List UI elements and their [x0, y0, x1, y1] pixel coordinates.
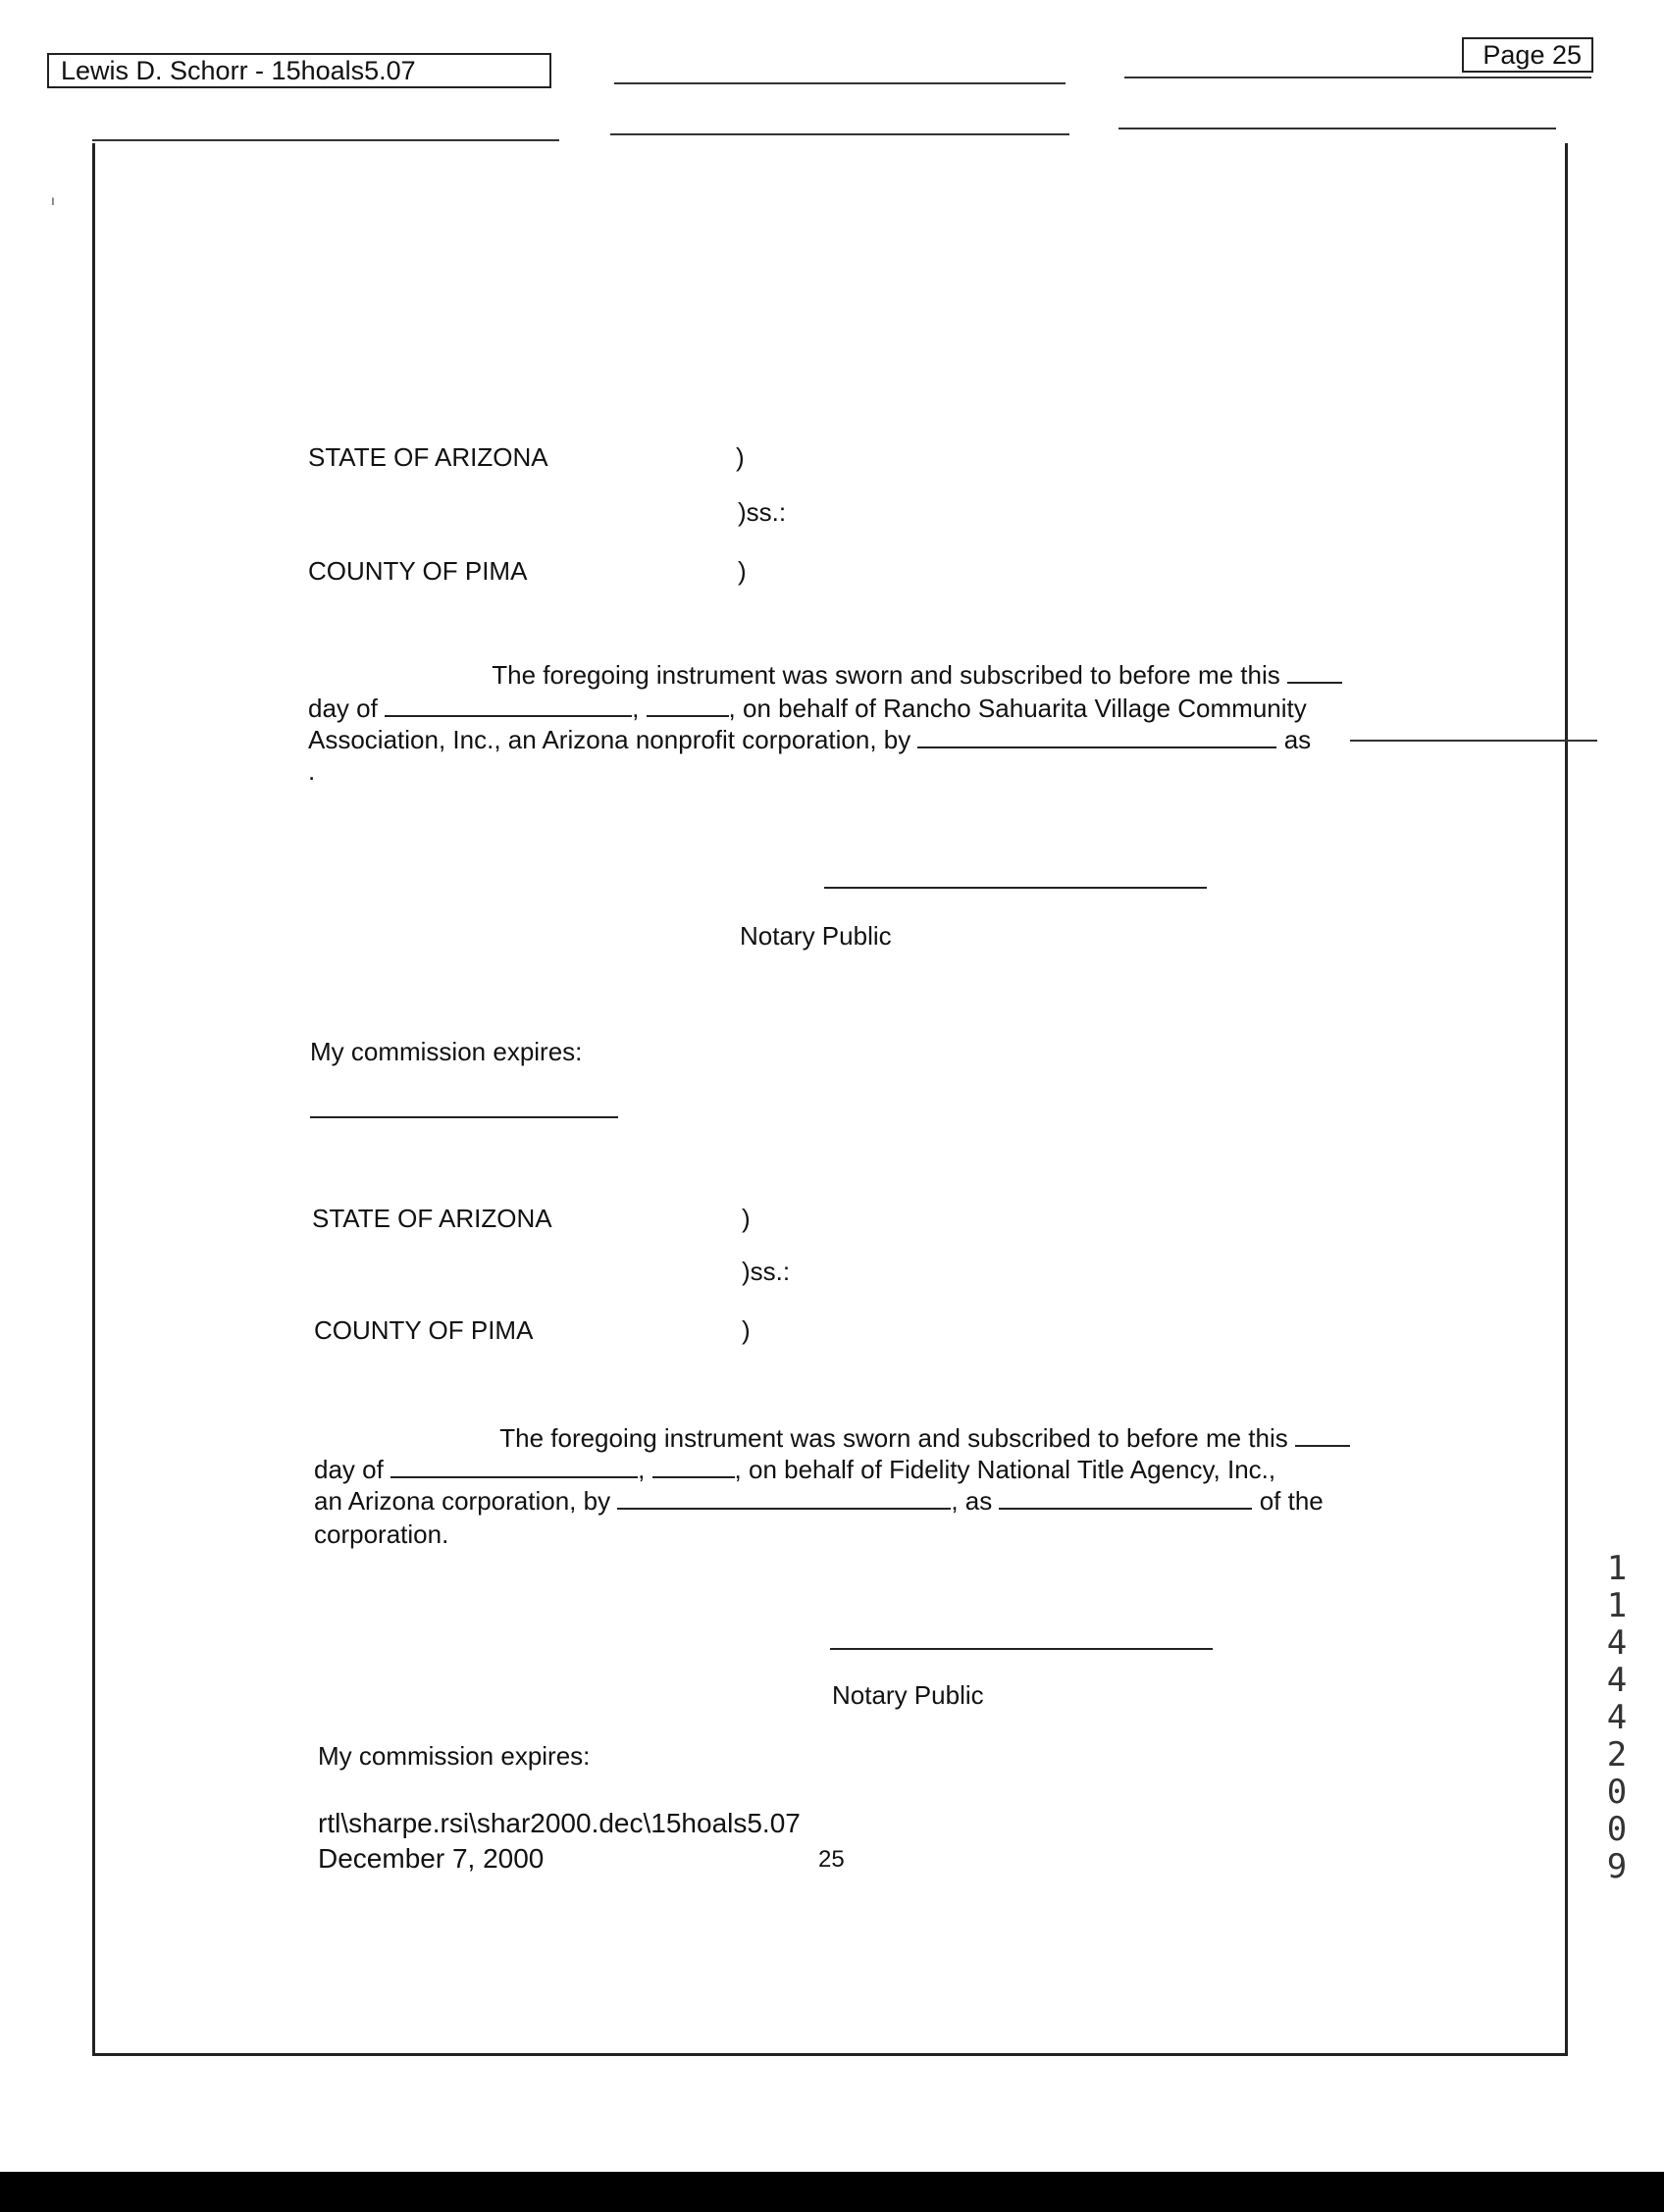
paragraph-1-line-4: . — [308, 756, 316, 786]
paragraph-1-line-2 — [308, 693, 1307, 724]
month-blank-1 — [385, 694, 632, 717]
paragraph-2-line-4: corporation. — [314, 1519, 449, 1549]
month-blank-2 — [390, 1455, 638, 1478]
paragraph-2-line-1 — [314, 1422, 1350, 1454]
para2-line2-comma: , — [638, 1455, 646, 1484]
top-rule-1 — [614, 82, 1066, 84]
para1-line1-text: The foregoing instrument was sworn and subscribed to before me this — [492, 660, 1280, 690]
notary-label-2: Notary Public — [832, 1680, 984, 1710]
header-doc-label: Lewis D. Schorr - 15hoals5.07 — [47, 53, 551, 88]
county-label-2: COUNTY OF PIMA — [314, 1315, 534, 1345]
para2-line2-behalf: , on behalf of Fidelity National Title Agency, Inc., — [734, 1455, 1276, 1484]
paragraph-2-line-2 — [314, 1454, 1275, 1485]
frame-top-rule-3 — [1118, 128, 1556, 129]
commission-label-2: My commission expires: — [318, 1741, 591, 1771]
para2-line3-as: , as — [951, 1486, 993, 1516]
page-frame — [92, 143, 1568, 2056]
footer-date: December 7, 2000 — [318, 1843, 545, 1874]
para2-line3-ofthe: of the — [1259, 1486, 1324, 1516]
year-blank-2 — [652, 1455, 735, 1478]
para1-line3-as: as — [1283, 725, 1312, 754]
day-blank-1 — [1287, 660, 1342, 684]
scan-bottom-band — [0, 2172, 1664, 2212]
paragraph-1-line-1 — [308, 659, 1342, 691]
footer-page-number: 25 — [818, 1846, 845, 1873]
year-blank-1 — [647, 694, 729, 717]
para2-line2-dayof: day of — [314, 1455, 384, 1484]
document-stamp-number: 11444 2009 — [1606, 1549, 1628, 1886]
ss-label-2: )ss.: — [742, 1257, 791, 1286]
notary-signature-line-2 — [830, 1648, 1213, 1650]
commission-label-1: My commission expires: — [310, 1037, 583, 1066]
notary-label-1: Notary Public — [740, 921, 892, 951]
title-blank-2 — [999, 1486, 1252, 1510]
frame-top-rule-2 — [610, 133, 1069, 135]
county-label-1: COUNTY OF PIMA — [308, 556, 528, 586]
footer-path: rtl\sharpe.rsi\shar2000.dec\15hoals5.07 — [318, 1808, 801, 1838]
para2-line1-text: The foregoing instrument was sworn and subscribed to before me this — [499, 1423, 1288, 1453]
paragraph-1-line-3 — [308, 724, 1311, 755]
para2-line3-corp: an Arizona corporation, by — [314, 1486, 611, 1516]
state-label-1: STATE OF ARIZONA — [308, 442, 548, 472]
state-label-2: STATE OF ARIZONA — [312, 1204, 552, 1233]
para1-line2-dayof: day of — [308, 694, 378, 723]
title-blank-1 — [1350, 740, 1597, 742]
notary-signature-line-1 — [824, 887, 1207, 889]
scan-mark: ı — [51, 192, 55, 208]
commission-line-1 — [310, 1116, 618, 1118]
paragraph-2-line-3 — [314, 1485, 1324, 1517]
signer-blank-2 — [617, 1486, 951, 1510]
day-blank-2 — [1295, 1423, 1350, 1447]
frame-top-rule-1 — [92, 139, 559, 141]
para1-line2-comma: , — [632, 694, 640, 723]
para1-line2-behalf: , on behalf of Rancho Sahuarita Village Community — [728, 694, 1307, 723]
paren-top-1: ) — [736, 442, 745, 472]
paren-top-2: ) — [742, 1204, 751, 1233]
paren-bottom-2: ) — [742, 1315, 751, 1345]
header-page-label: Page 25 — [1462, 37, 1593, 73]
ss-label-1: )ss.: — [738, 497, 787, 527]
signer-blank-1 — [917, 725, 1276, 748]
paren-bottom-1: ) — [738, 556, 747, 586]
top-rule-2 — [1124, 77, 1591, 78]
para1-line3-assoc: Association, Inc., an Arizona nonprofit corporation, by — [308, 725, 911, 754]
